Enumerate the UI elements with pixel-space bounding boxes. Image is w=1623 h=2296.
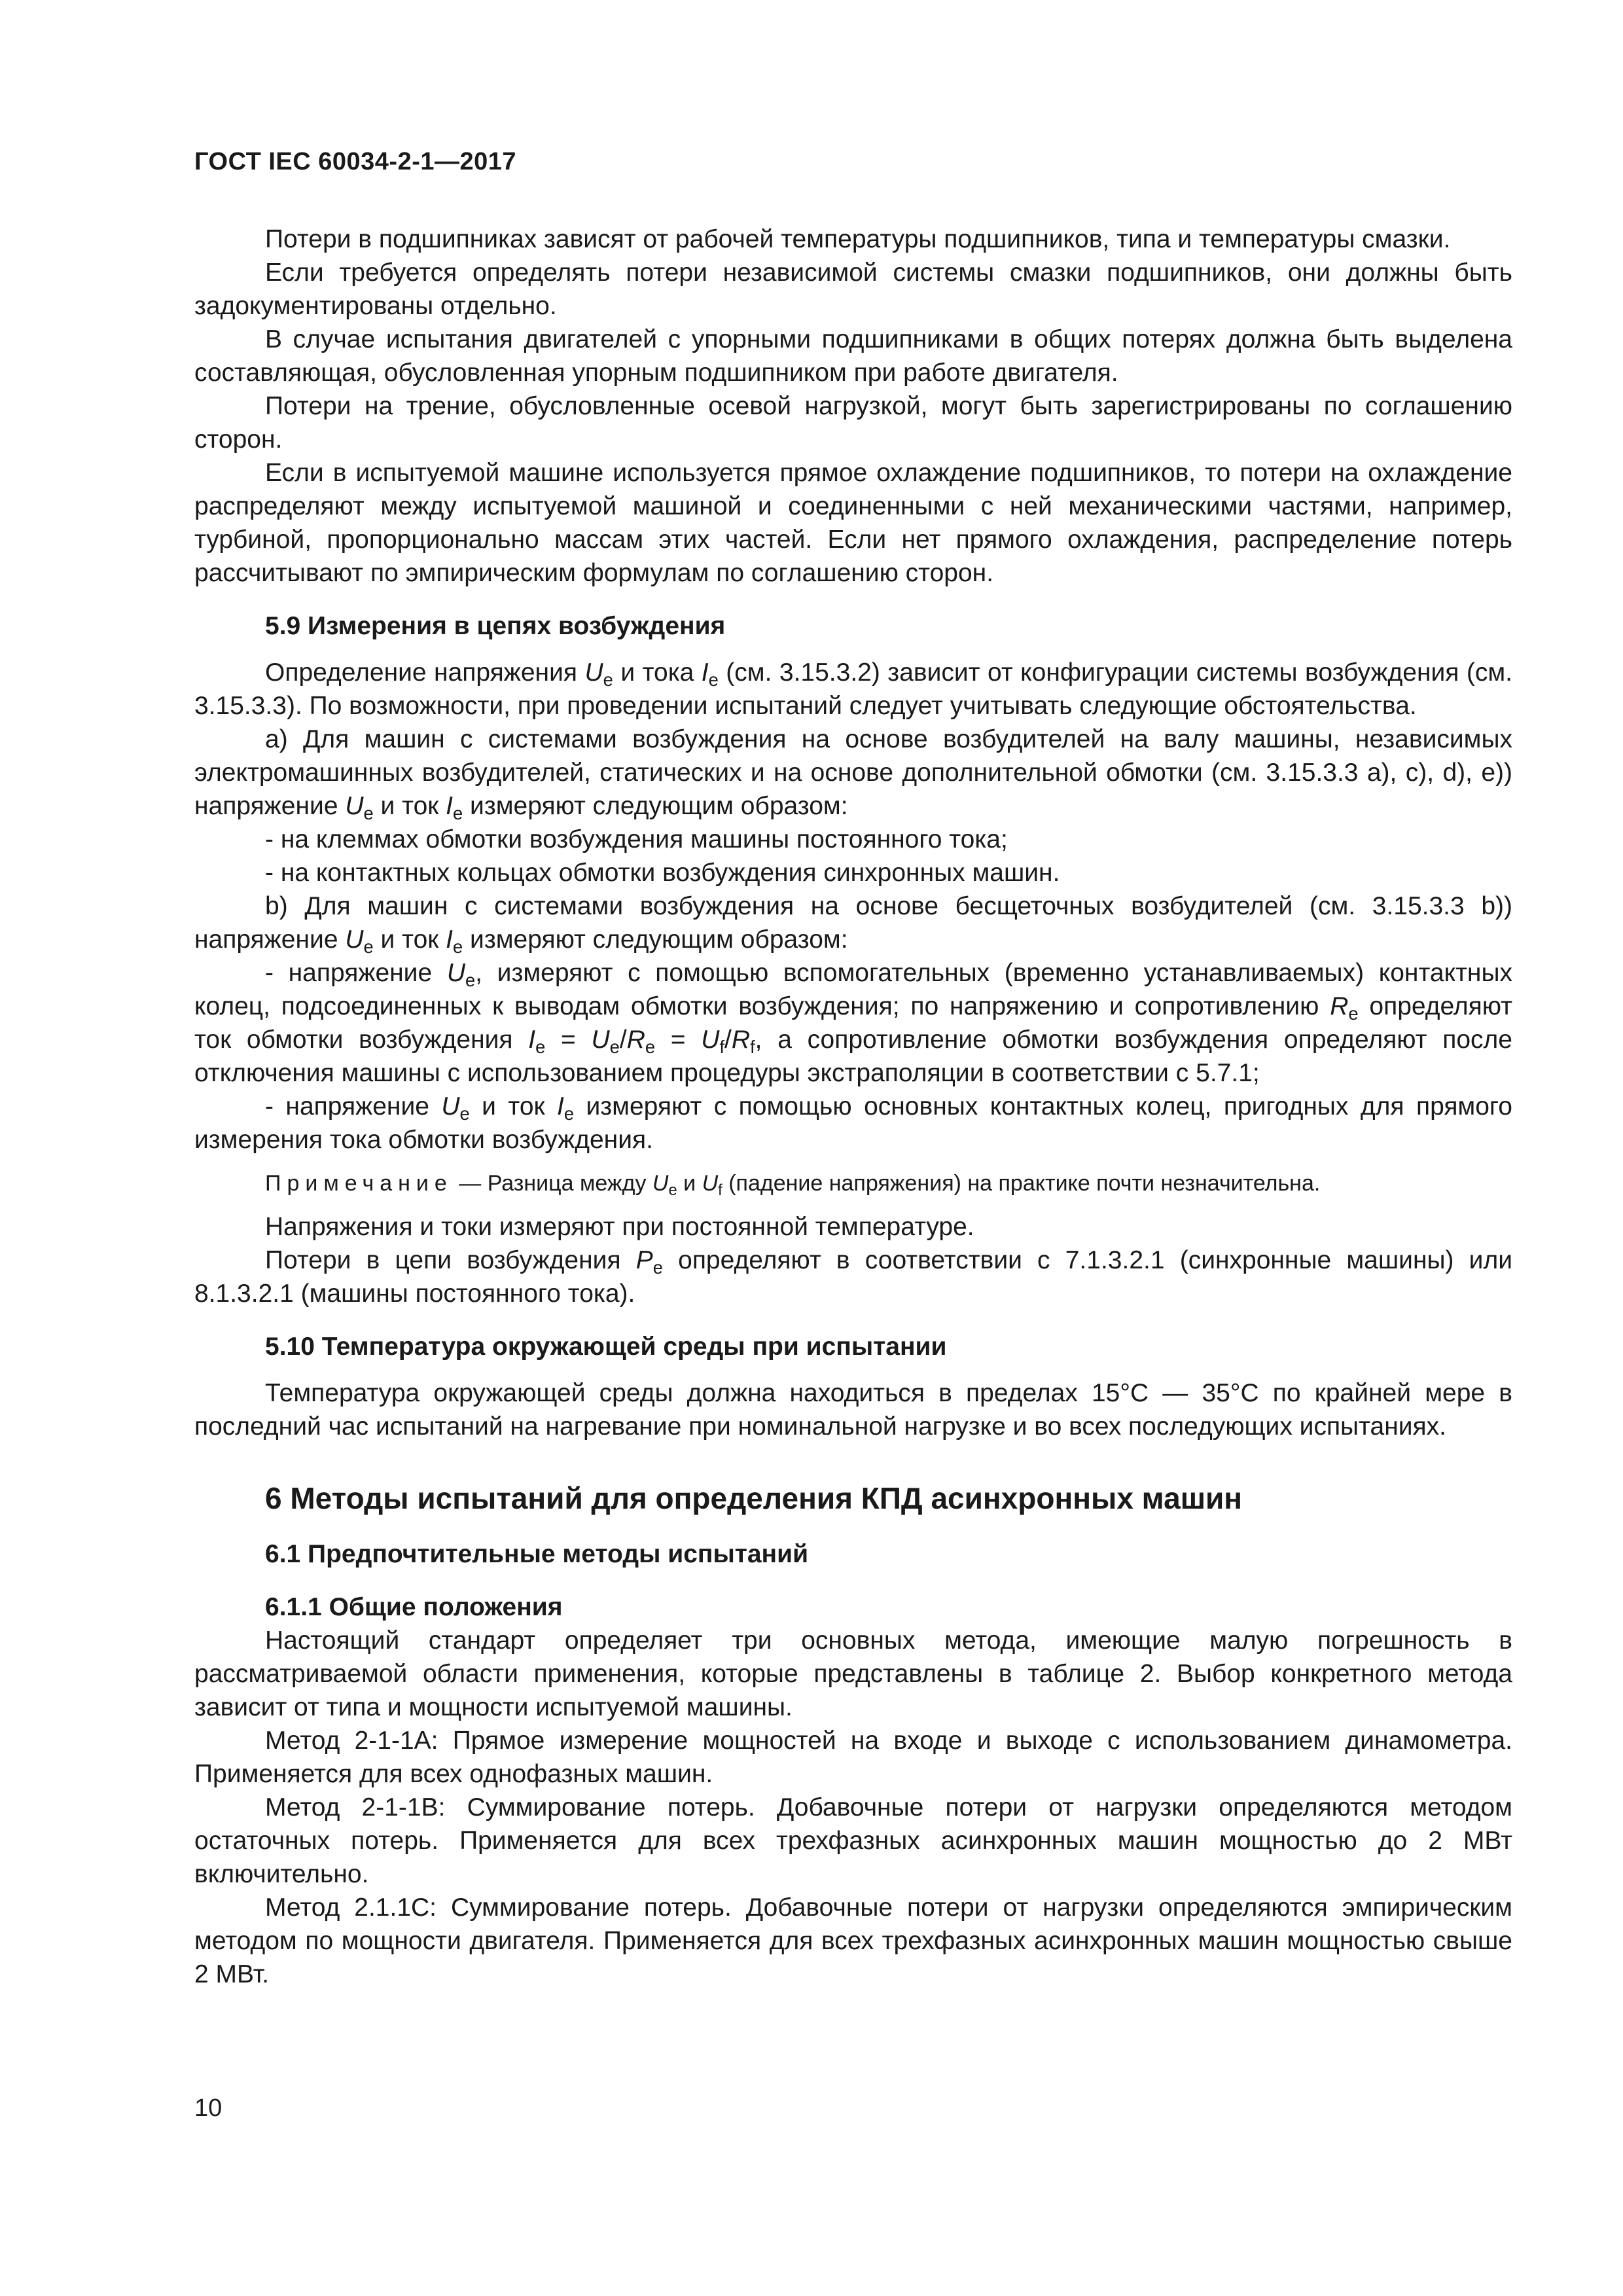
paragraph: Температура окружающей среды должна находиться в пределах 15°C — 35°C по крайней мере в последний час испытаний на нагревание при номинальной нагрузке и во всех последующих испытаниях. xyxy=(194,1379,1512,1441)
document-header: ГОСТ IEC 60034-2-1—2017 xyxy=(194,148,517,175)
section-heading-6-1-1: 6.1.1 Общие положения xyxy=(265,1593,563,1621)
paragraph: Потери в цепи возбуждения $P_e$ определяют в соответствии с 7.1.3.2.1 (синхронные машины) или 8.1.3.2.1 (машины постоянного тока). xyxy=(194,1246,1512,1308)
page-number: 10 xyxy=(194,2094,223,2122)
paragraph: Метод 2.1.1C: Суммирование потерь. Добавочные потери от нагрузки определяются эмпирическим методом по мощности двигателя. Применяется для всех трехфазных асинхронных машин мощностью свыше 2 МВт. xyxy=(194,1893,1512,1988)
paragraph: Напряжения и токи измеряют при постоянной температуре. xyxy=(265,1213,974,1241)
note: Примечание — Разница между $U_e$ и $U_f$ (падение напряжения) на практике почти незначительна. xyxy=(265,1171,1321,1200)
document-body xyxy=(194,223,1512,1991)
section-heading-5-10: 5.10 Температура окружающей среды при испытании xyxy=(265,1333,947,1361)
list-item: - напряжение $U_e$ и ток $I_e$ измеряют с помощью основных контактных колец, пригодных для прямого измерения тока обмотки возбуждения. xyxy=(194,1092,1512,1154)
note-label: Примечание xyxy=(265,1171,453,1196)
paragraph: Потери в подшипниках зависят от рабочей температуры подшипников, типа и температуры смазки. xyxy=(265,225,1451,253)
section-heading-6-1: 6.1 Предпочтительные методы испытаний xyxy=(265,1540,809,1568)
section-heading-5-9: 5.9 Измерения в цепях возбуждения xyxy=(265,612,726,640)
paragraph: a) Для машин с системами возбуждения на основе возбудителей на валу машины, независимых электромашинных возбудителей, статических и на основе дополнительной обмотки (см. 3.15.3.3 a), c), d), e)) напряжение $U_e$ и ток $I_e$ измеряют следующим образом: xyxy=(194,725,1512,824)
paragraph: Потери на трение, обусловленные осевой нагрузкой, могут быть зарегистрированы по соглашению сторон. xyxy=(194,392,1512,454)
paragraph: Настоящий стандарт определяет три основных метода, имеющие малую погрешность в рассматриваемой области применения, которые представлены в таблице 2. Выбор конкретного метода зависит от типа и мощности испытуемой машины. xyxy=(194,1626,1512,1721)
paragraph: Если в испытуемой машине используется прямое охлаждение подшипников, то потери на охлаждение распределяют между испытуемой машиной и соединенными с ней механическими частями, например, турбиной, пропорционально массам этих частей. Если нет прямого охлаждения, распределение потерь рассчитывают по эмпирическим формулам по соглашению сторон. xyxy=(194,459,1512,587)
paragraph: b) Для машин с системами возбуждения на основе бесщеточных возбудителей (см. 3.15.3.3 b)) напряжение $U_e$ и ток $I_e$ измеряют следующим образом: xyxy=(194,892,1512,958)
paragraph: В случае испытания двигателей с упорными подшипниками в общих потерях должна быть выделена составляющая, обусловленная упорным подшипником при работе двигателя. xyxy=(194,325,1512,387)
chapter-heading-6: 6 Методы испытаний для определения КПД асинхронных машин xyxy=(265,1481,1243,1515)
paragraph: Метод 2-1-1A: Прямое измерение мощностей на входе и выходе с использованием динамометра. Применяется для всех однофазных машин. xyxy=(194,1727,1512,1788)
paragraph: Определение напряжения $U_e$ и тока $I_e$ (см. 3.15.3.2) зависит от конфигурации системы возбуждения (см. 3.15.3.3). По возможности, при проведении испытаний следует учитывать следующие обстоятельства. xyxy=(194,658,1513,720)
paragraph: Если требуется определять потери независимой системы смазки подшипников, они должны быть задокументированы отдельно. xyxy=(194,259,1512,320)
paragraph: Метод 2-1-1B: Суммирование потерь. Добавочные потери от нагрузки определяются методом остаточных потерь. Применяется для всех трехфазных асинхронных машин мощностью до 2 МВт включительно. xyxy=(194,1793,1512,1888)
list-item: - на контактных кольцах обмотки возбуждения синхронных машин. xyxy=(265,859,1060,887)
list-item: - на клеммах обмотки возбуждения машины постоянного тока; xyxy=(265,825,1008,853)
list-item: - напряжение $U_e$, измеряют с помощью вспомогательных (временно устанавливаемых) контактных колец, подсоединенных к выводам обмотки возбуждения; по напряжению и сопротивлению $R_e$ определяют ток обмотки возбуждения $I_e = U_e/R_e = U_f/R_f$, а сопротивление обмотки возбуждения определяют после отключения машины с использованием процедуры экстраполяции в соответствии с 5.7.1; xyxy=(194,959,1512,1087)
